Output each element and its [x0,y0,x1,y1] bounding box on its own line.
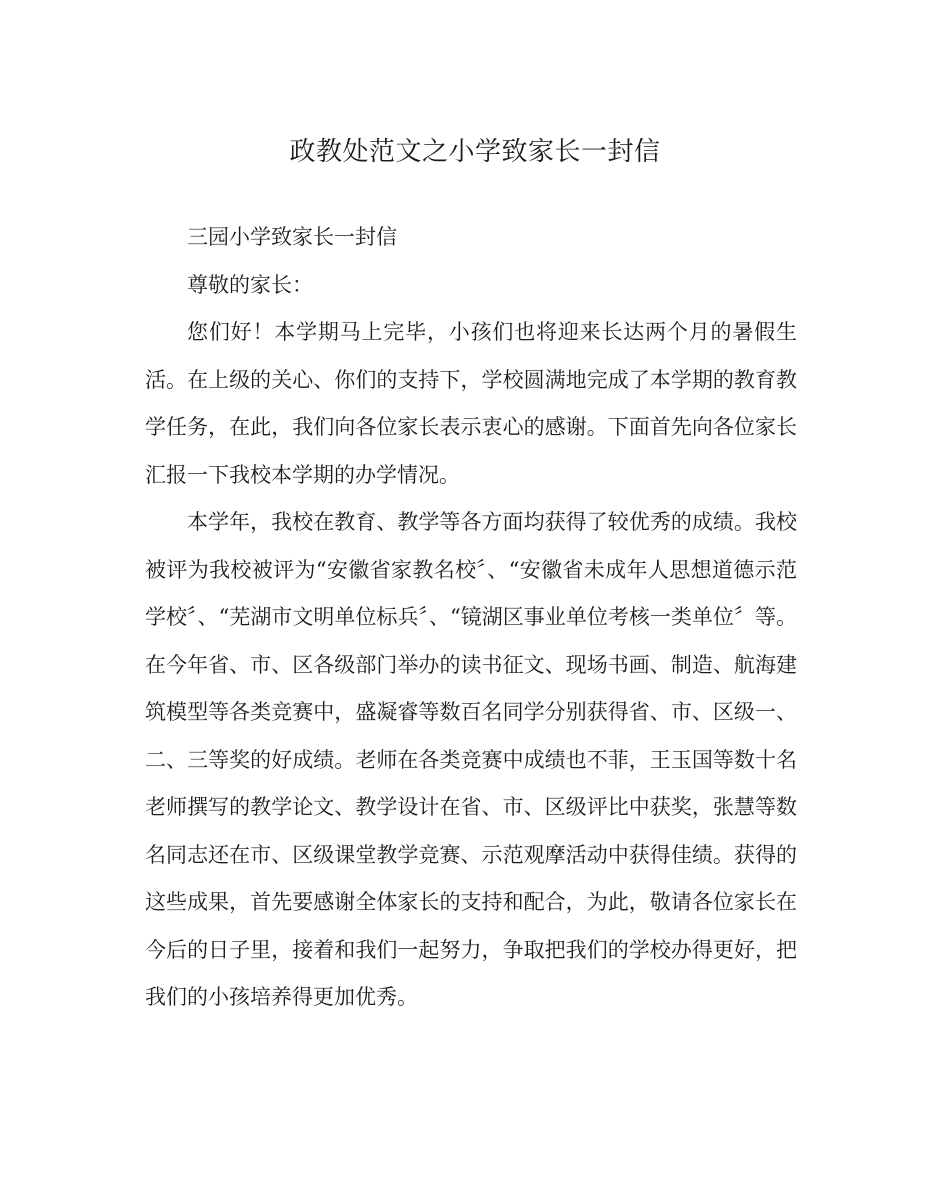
salutation-paragraph: 尊敬的家长： [187,272,313,297]
document-title: 政教处范文之小学致家长一封信 [289,137,661,167]
document-body [145,214,797,1022]
school-heading-paragraph: 三园小学致家长一封信 [187,225,397,249]
greeting-paragraph: 您们好！本学期马上完毕，小孩们也将迎来长达两个月的暑假生活。在上级的关心、你们的支持下，学校圆满地完成了本学期的教育教学任务，在此，我们向各位家长表示衷心的感谢。下面首先向各位家长汇报一下我校本学期的办学情况。 [145,320,797,487]
achievements-paragraph: 本学年，我校在教育、教学等各方面均获得了较优秀的成绩。我校被评为我校被评为“安徽省家教名校〞、“安徽省未成年人思想道德示范学校〞、“芜湖市文明单位标兵〞、“镜湖区事业单位考核一类单位〞等。在今年省、市、区各级部门举办的读书征文、现场书画、制造、航海建筑模型等各类竞赛中，盛凝睿等数百名同学分别获得省、市、区级一、二、三等奖的好成绩。老师在各类竞赛中成绩也不菲，王玉国等数十名老师撰写的教学论文、教学设计在省、市、区级评比中获奖，张慧等数名同志还在市、区级课堂教学竞赛、示范观摩活动中获得佳绩。获得的这些成果，首先要感谢全体家长的支持和配合，为此，敬请各位家长在今后的日子里，接着和我们一起努力，争取把我们的学校办得更好，把我们的小孩培养得更加优秀。 [145,510,797,1009]
